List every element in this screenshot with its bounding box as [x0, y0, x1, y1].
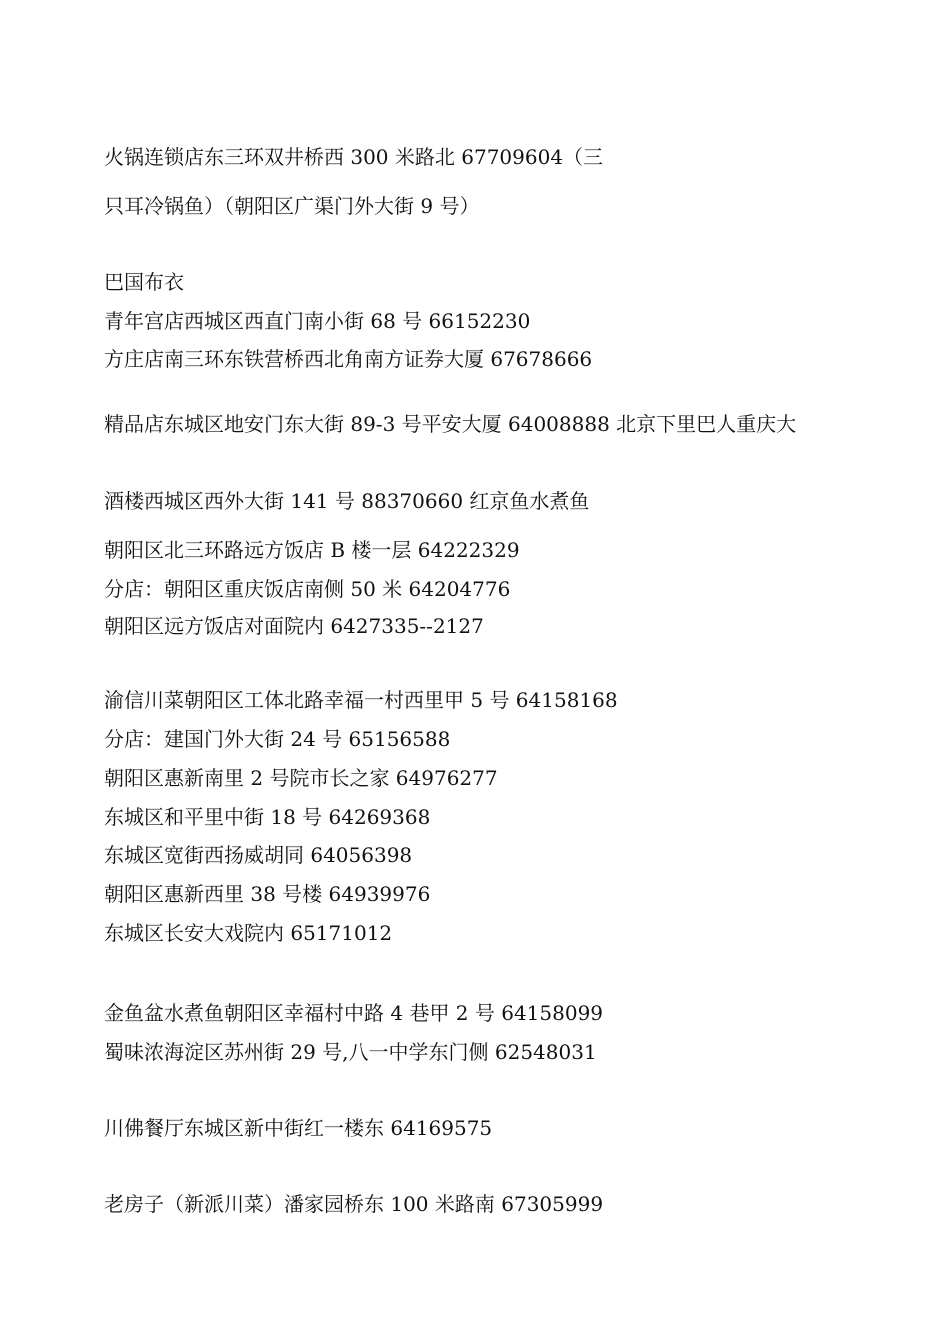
text-line: 金鱼盆水煮鱼朝阳区幸福村中路 4 巷甲 2 号 64158099 [104, 1001, 604, 1025]
text-line: 酒楼西城区西外大街 141 号 88370660 红京鱼水煮鱼 [104, 489, 590, 513]
text-line: 东城区和平里中街 18 号 64269368 [104, 805, 431, 829]
text-line: 青年宫店西城区西直门南小街 68 号 66152230 [104, 309, 531, 333]
text-line: 东城区宽街西扬威胡同 64056398 [104, 843, 413, 867]
text-line: 方庄店南三环东铁营桥西北角南方证券大厦 67678666 [104, 347, 593, 371]
text-line: 朝阳区惠新南里 2 号院市长之家 64976277 [104, 766, 498, 790]
text-line: 只耳冷锅鱼）（朝阳区广渠门外大街 9 号） [104, 194, 480, 218]
text-line: 分店：朝阳区重庆饭店南侧 50 米 64204776 [104, 577, 511, 601]
text-line: 朝阳区远方饭店对面院内 6427335--2127 [104, 614, 484, 638]
text-line: 巴国布衣 [104, 270, 184, 294]
text-line: 老房子（新派川菜）潘家园桥东 100 米路南 67305999 [104, 1192, 604, 1216]
text-line: 分店：建国门外大街 24 号 65156588 [104, 727, 451, 751]
text-line: 朝阳区北三环路远方饭店 B 楼一层 64222329 [104, 538, 520, 562]
text-line: 朝阳区惠新西里 38 号楼 64939976 [104, 882, 431, 906]
text-line: 渝信川菜朝阳区工体北路幸福一村西里甲 5 号 64158168 [104, 688, 618, 712]
text-line: 川佛餐厅东城区新中街红一楼东 64169575 [104, 1116, 493, 1140]
text-line: 东城区长安大戏院内 65171012 [104, 921, 393, 945]
text-line: 蜀味浓海淀区苏州街 29 号,八一中学东门侧 62548031 [104, 1040, 597, 1064]
text-line: 精品店东城区地安门东大街 89-3 号平安大厦 64008888 北京下里巴人重庆大 [104, 412, 797, 436]
text-line: 火锅连锁店东三环双井桥西 300 米路北 67709604（三 [104, 145, 604, 169]
